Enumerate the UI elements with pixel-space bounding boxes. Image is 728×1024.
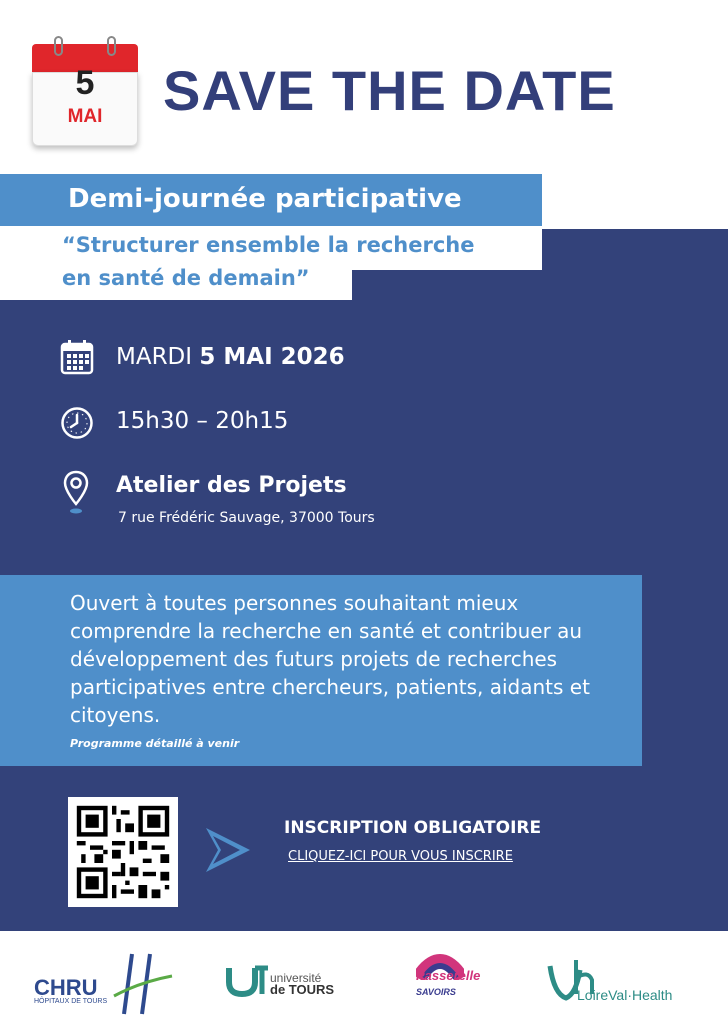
university-logo-line1: université (270, 971, 322, 985)
event-subtitle-line2: en santé de demain” (62, 266, 310, 290)
event-type: Demi-journée participative (68, 184, 462, 214)
university-logo-text (270, 972, 334, 996)
calendar-day: 5 (75, 64, 95, 102)
description-text: Ouvert à toutes personnes souhaitant mieux comprendre la recherche en santé et contribuer au développement des futurs projets de recherches participatives entre chercheurs, patients, aidants et citoyens. (70, 591, 590, 727)
university-logo-line2: de TOURS (270, 982, 335, 997)
university-logo-mark (226, 962, 270, 998)
passerelle-logo-line1: Passerelle (416, 968, 481, 983)
qr-code[interactable] (68, 797, 178, 907)
passerelle-logo-line2: SAVOIRS (416, 987, 456, 997)
event-date-day: 5 MAI 2026 (199, 344, 345, 370)
chru-logo-mark (110, 952, 174, 1018)
registration-title: INSCRIPTION OBLIGATOIRE (284, 818, 542, 838)
event-address: 7 rue Frédéric Sauvage, 37000 Tours (118, 510, 375, 526)
chru-logo-subtext: HÔPITAUX DE TOURS (34, 998, 108, 1005)
program-note: Programme détaillé à venir (70, 737, 240, 750)
event-venue: Atelier des Projets (116, 473, 347, 498)
event-time: 15h30 – 20h15 (116, 408, 289, 434)
calendar-icon (32, 36, 138, 148)
headline: SAVE THE DATE (163, 59, 616, 122)
chevron-right-icon (204, 826, 252, 874)
event-type-banner (0, 174, 542, 226)
event-date (116, 344, 345, 370)
passerelle-logo-text (416, 968, 480, 998)
chru-logo-text: CHRU (34, 975, 98, 1000)
registration-link[interactable]: CLIQUEZ-ICI POUR VOUS INSCRIRE (288, 849, 513, 864)
description-box (0, 575, 642, 766)
event-date-weekday: MARDI (116, 344, 200, 370)
loire-val-health-logo-text: LoireVal·Health (577, 987, 673, 1003)
calendar-month: MAI (67, 106, 103, 127)
location-pin-icon (63, 470, 89, 518)
clock-icon (60, 406, 94, 440)
calendar-small-icon (60, 339, 94, 375)
event-subtitle-line1: “Structurer ensemble la recherche (62, 233, 475, 257)
